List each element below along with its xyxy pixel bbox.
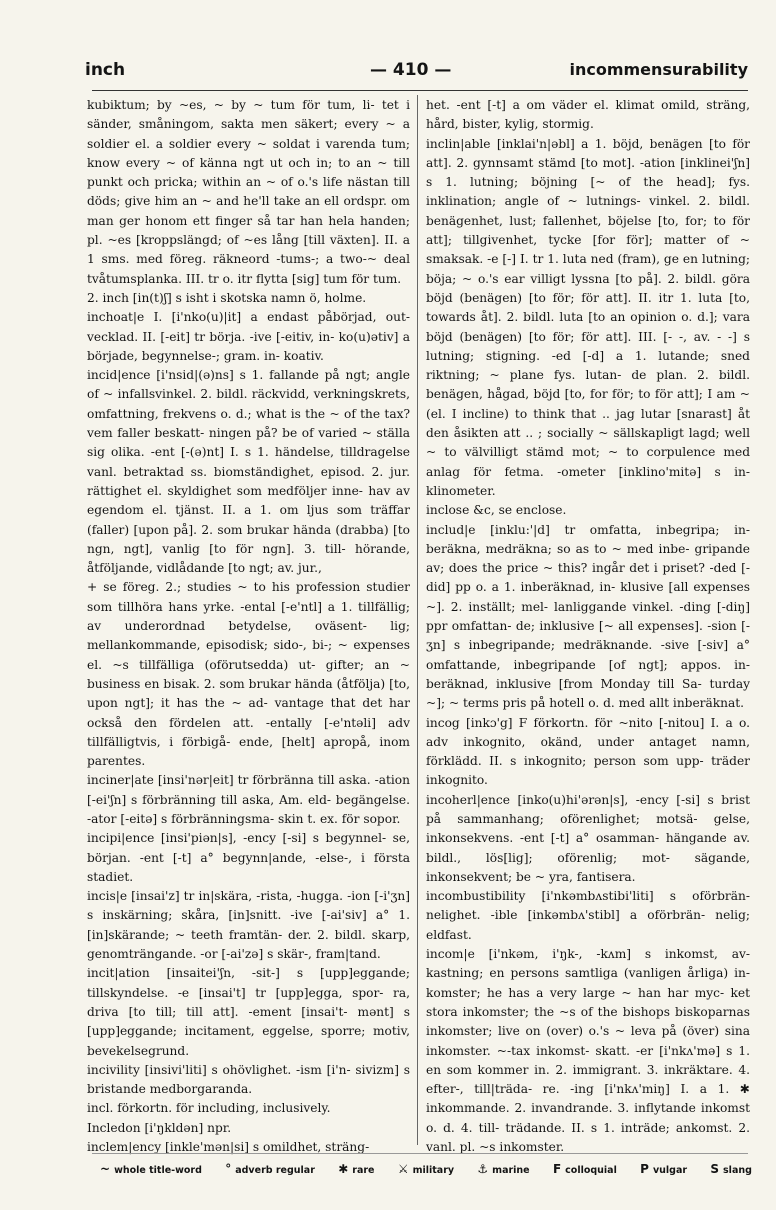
entry: + se föreg. 2.; studies ~ to his profession studier som tillhöra hans yrke. -ental [-e'ntl] a 1. tillfällig; av underordnad betydelse, oväsent- lig; mellankommande, episodisk; sido-, bi-; ~ expenses el. ~s tillfälliga (oförutsedda) ut- gifter; an ~ business en bisak. 2. som brukar hända (åtfölja) [to, upon ngt]; it has the ~ ad- vantage that det har också den fördelen att. -entally [-e'ntəli] adv tillfälligtvis, i förbigå- ende, [helt] apropå, inom parentes. xyxy=(87,580,410,769)
entry: Incledon [i'ŋkldən] npr. xyxy=(87,1120,232,1135)
legend-item: P vulgar xyxy=(640,1162,688,1176)
legend-item: ⚔ military xyxy=(397,1162,455,1176)
entry: inclose &c, se enclose. xyxy=(426,503,567,518)
entry: incl. förkortn. för including, inclusively. xyxy=(87,1101,331,1116)
entry: incombustibility [i'nkəmbʌstibi'liti] s oförbrän- nelighet. -ible [inkəmbʌ'stibl] a oförbrän- nelig; eldfast. xyxy=(426,889,750,942)
entry: incivility [insivi'liti] s ohövlighet. -ism [i'n- sivizm] s bristande medborgaranda. xyxy=(87,1062,410,1097)
column-divider xyxy=(417,95,418,1145)
entry: incog [inkɔ'g] F förkortn. för ~nito [-nitou] I. a o. adv inkognito, okänd, under antaget namn, förklädd. II. s inkognito; person som upp- träder inkognito. xyxy=(426,715,750,788)
header-rule xyxy=(92,90,748,91)
right-column xyxy=(426,96,750,1157)
page-number: — 410 — xyxy=(370,60,452,80)
entry: inclin|able [inklai'n|əbl] a 1. böjd, benägen [to för att]. 2. gynnsamt stämd [to mot]. -ation [inklinei'ʃn] s 1. lutning; böjning [~ of the head]; fys. inklination; angle of ~ lutnings- vinkel. 2. bildl. benägenhet, lust; fallenhet, böjelse [to, for; to för att]; tillgivenhet, tycke [for för]; matter of ~ smaksak. -e [-] I. tr 1. luta ned (fram), ge en lutning; böja; ~ o.'s ear villigt lyssna [to på]. 2. bildl. göra böjd (benägen) [to för; för att]. II. itr 1. luta [to, towards åt]. 2. bildl. luta [to an opinion o. d.]; vara böjd (benägen) [to för; för att]. III. [- -, av. - -] s lutning; stigning. -ed [-d] a 1. lutande; sned riktning; ~ plane fys. lutan- de plan. 2. bildl. benägen, hågad, böjd [to, for för; to för att]; I am ~ (el. I incline) to think that .. jag lutar [snarast] åt den åsikten att .. ; socially ~ sällskapligt lagd; well ~ to välvilligt stämd mot; ~ to corpulence med anlag för fetma. -ometer [inklino'mitə] s in- klinometer. xyxy=(426,136,750,498)
entry: incid|ence [i'nsid|(ə)ns] s 1. fallande på ngt; angle of ~ infallsvinkel. 2. bildl. räckvidd, verkningskrets, omfattning, frekvens o. d.; what is the ~ of the tax? vem faller beskatt- ningen på? be of varied ~ ställa sig olika. -ent [-(ə)nt] I. s 1. händelse, tilldragelse vanl. betraktad ss. biomständighet, episod. 2. jur. rättighet el. skyldighet som medföljer inne- hav av egendom el. tjänst. II. a 1. om ljus som träffar (faller) [upon på]. 2. som brukar hända (drabba) [to ngn, ngt], vanlig [to för ngn]. 3. till- hörande, åtföljande, vidlådande [to ngt; av. jur., xyxy=(87,368,410,576)
legend-item: ✱ rare xyxy=(338,1162,375,1176)
entry: inclem|ency [inkle'mən|si] s omildhet, sträng- xyxy=(87,1140,370,1155)
footer-rule xyxy=(92,1153,748,1154)
entry: het. -ent [-t] a om väder el. klimat omild, sträng, hård, bister, kylig, stormig. xyxy=(426,98,750,132)
guide-word-last: incommensurability xyxy=(569,60,748,79)
entry: incis|e [insai'z] tr in|skära, -rista, -hugga. -ion [-i'ʒn] s inskärning; skåra, [in]snitt. -ive [-ai'siv] a° 1. [in]skärande; ~ teeth framtän- der. 2. bildl. skarp, genomträngande. -or [-ai'zə] s skär-, fram|tand. xyxy=(87,889,410,962)
running-head xyxy=(85,60,748,88)
legend-item: S slang xyxy=(710,1162,752,1176)
entry: includ|e [inklu:'|d] tr omfatta, inbegripa; in- beräkna, medräkna; so as to ~ med inbe- gripande av; does the price ~ this? ingår det i priset? -ded [-did] pp o. a 1. inberäknad, in- klusive [all expenses ~]. 2. inställt; mel- lanliggande vinkel. -ding [-diŋ] ppr omfattan- de; inklusive [~ all expenses]. -sion [-ʒn] s inbegripande; medräknande. -sive [-siv] a° omfattande, inbegripande [of ngt]; appos. in- beräknad, inklusive [from Monday till Sa- turday ~]; ~ terms pris på hotell o. d. med allt inberäknat. xyxy=(426,522,750,711)
guide-word-first: inch xyxy=(85,60,126,80)
entry: inchoat|e I. [i'nko(u)|it] a endast påbörjad, out- vecklad. II. [-eit] tr börja. -ive [-eitiv, in- ko(u)ətiv] a började, begynnelse-; gram. in- koativ. xyxy=(87,310,410,363)
legend-item: ~ whole title-word xyxy=(100,1162,202,1176)
left-column xyxy=(87,96,410,1157)
legend-item: F colloquial xyxy=(552,1162,617,1176)
abbreviation-legend xyxy=(100,1162,750,1182)
legend-item: ⚓ marine xyxy=(477,1162,530,1176)
entry: incipi|ence [insi'piən|s], -ency [-si] s begynnel- se, början. -ent [-t] a° begynn|ande, -else-, i första stadiet. xyxy=(87,831,410,884)
entry: kubiktum; by ~es, ~ by ~ tum för tum, li- tet i sänder, småningom, sakta men säkert; every ~ a soldier el. a soldier every ~ soldat i varenda tum; know every ~ of känna ngt ut och in; to an ~ till punkt och pricka; within an ~ of o.'s life nästan till döds; give him an ~ and he'll take an ell ordspr. om man ger honom ett finger så tar han hela handen; pl. ~es [kroppslängd; of ~es lång [till växten]. II. a 1 sms. med föreg. räkneord -tums-; a two-~ deal tvåtumsplanka. III. tr o. itr flytta [sig] tum för tum. xyxy=(87,98,410,286)
entry: incom|e [i'nkəm, i'ŋk-, -kʌm] s inkomst, av- kastning; en persons samtliga (vanligen årliga) in- komster; he has a very large ~ han har myc- ket stora inkomster; the ~s of the bishops biskoparnas inkomster; live on (over) o.'s ~ leva på (över) sina inkomster. ~-tax inkomst- skatt. -er [i'nkʌ'mə] s 1. en som kommer in. 2. immigrant. 3. inkräktare. 4. efter-, till|träda- re. -ing [i'nkʌ'miŋ] I. a 1. ✱ inkommande. 2. invandrande. 3. inflytande inkomst o. d. 4. till- trädande. II. s 1. inträde; ankomst. 2. vanl. pl. ~s inkomster. xyxy=(426,947,750,1155)
entry: 2. inch [in(t)ʃ] s isht i skotska namn ö, holme. xyxy=(87,290,367,305)
entry: incit|ation [insaitei'ʃn, -sit-] s [upp]eggande; tillskyndelse. -e [insai't] tr [upp]egga, spor- ra, driva [to till; till att]. -ement [insai't- mənt] s [upp]eggande; incitament, eggelse, sporre; motiv, bevekelsegrund. xyxy=(87,966,410,1058)
entry: incoherl|ence [inko(u)hi'ərən|s], -ency [-si] s brist på sammanhang; oförenlighet; motsä- gelse, inkonsekvens. -ent [-t] a° osamman- hängande av. bildl., lös[lig]; oförenlig; mot- sägande, inkonsekvent; be ~ yra, fantisera. xyxy=(426,792,750,884)
legend-item: ° adverb regular xyxy=(225,1162,315,1176)
entry: inciner|ate [insi'nər|eit] tr förbränna till aska. -ation [-ei'ʃn] s förbränning till aska, Am. eld- begängelse. -ator [-eitə] s förbränningsma- skin t. ex. för sopor. xyxy=(87,773,410,826)
